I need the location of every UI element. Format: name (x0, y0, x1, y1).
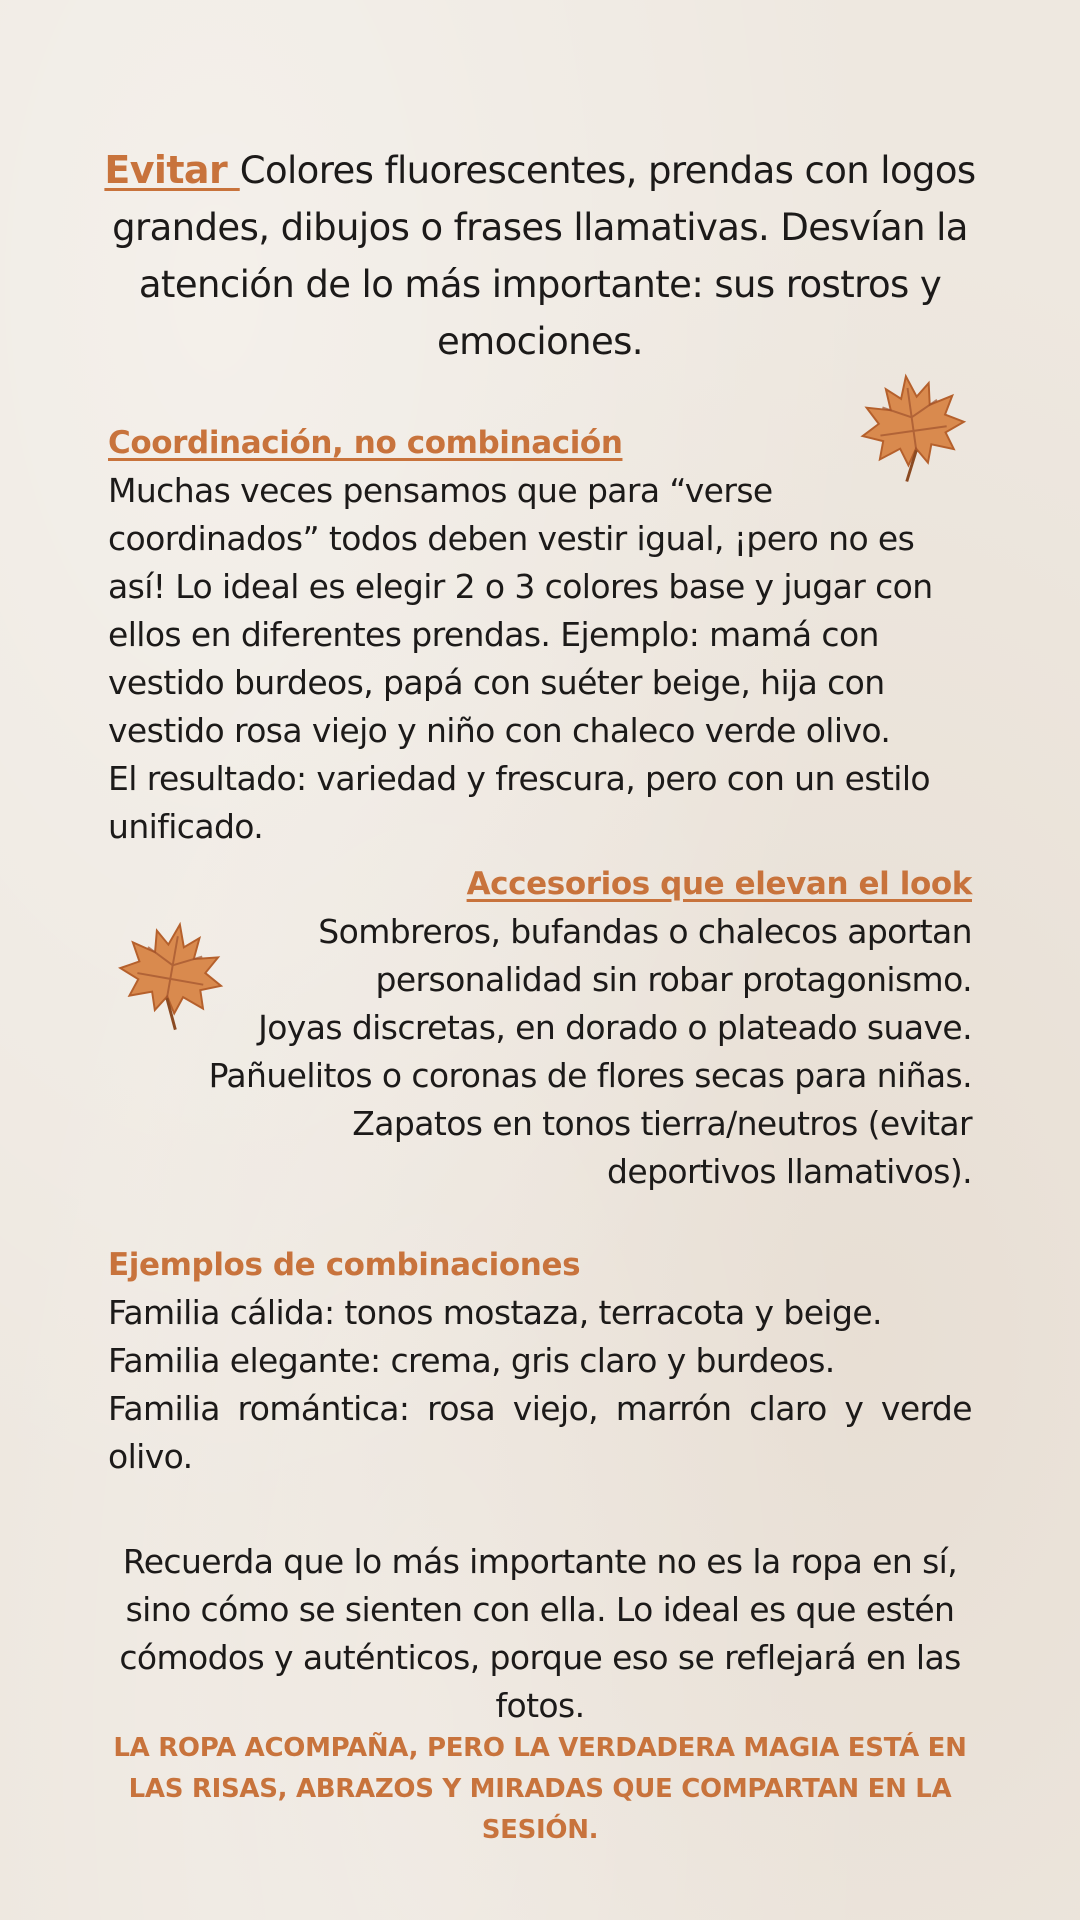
closing-statement: LA ROPA ACOMPAÑA, PERO LA VERDADERA MAGIA ESTÁ EN LAS RISAS, ABRAZOS Y MIRADAS QUE COMPARTAN EN LA SESIÓN. (113, 1733, 967, 1845)
coordination-body: Muchas veces pensamos que para “verse coordinados” todos deben vestir igual, ¡pero no es así! Lo ideal es elegir 2 o 3 colores base y jugar con ellos en diferentes prendas. Ejemplo: mamá con vestido burdeos, papá con suéter beige, hija con vestido rosa viejo y niño con chaleco verde olivo. (108, 471, 933, 750)
coordination-section (108, 419, 972, 851)
accessories-line: Pañuelitos o coronas de flores secas para niñas. (208, 1056, 972, 1095)
examples-section (108, 1241, 972, 1481)
accessories-line: Joyas discretas, en dorado o plateado suave. (258, 1008, 972, 1047)
outro-paragraph: Recuerda que lo más importante no es la ropa en sí, sino cómo se sienten con ella. Lo ideal es que estén cómodos y auténticos, porque eso se reflejará en las fotos. (119, 1542, 961, 1725)
accessories-section (108, 860, 972, 1196)
examples-heading: Ejemplos de combinaciones (108, 1247, 581, 1283)
examples-line: Familia romántica: rosa viejo, marrón claro y verde olivo. (108, 1389, 972, 1476)
avoid-keyword: Evitar (104, 148, 240, 192)
intro-paragraph (92, 142, 988, 370)
coordination-result: El resultado: variedad y frescura, pero con un estilo unificado. (108, 759, 931, 846)
accessories-line: Sombreros, bufandas o chalecos aportan personalidad sin robar protagonismo. (318, 912, 972, 999)
coordination-heading: Coordinación, no combinación (108, 425, 623, 461)
examples-line: Familia elegante: crema, gris claro y burdeos. (108, 1341, 835, 1380)
accessories-heading: Accesorios que elevan el look (466, 866, 972, 902)
accessories-line: Zapatos en tonos tierra/neutros (evitar deportivos llamativos). (352, 1104, 972, 1191)
examples-line: Familia cálida: tonos mostaza, terracota y beige. (108, 1293, 882, 1332)
avoid-text: Colores fluorescentes, prendas con logos grandes, dibujos o frases llamativas. Desvían la atención de lo más importante: sus rostros y emociones. (112, 149, 976, 363)
